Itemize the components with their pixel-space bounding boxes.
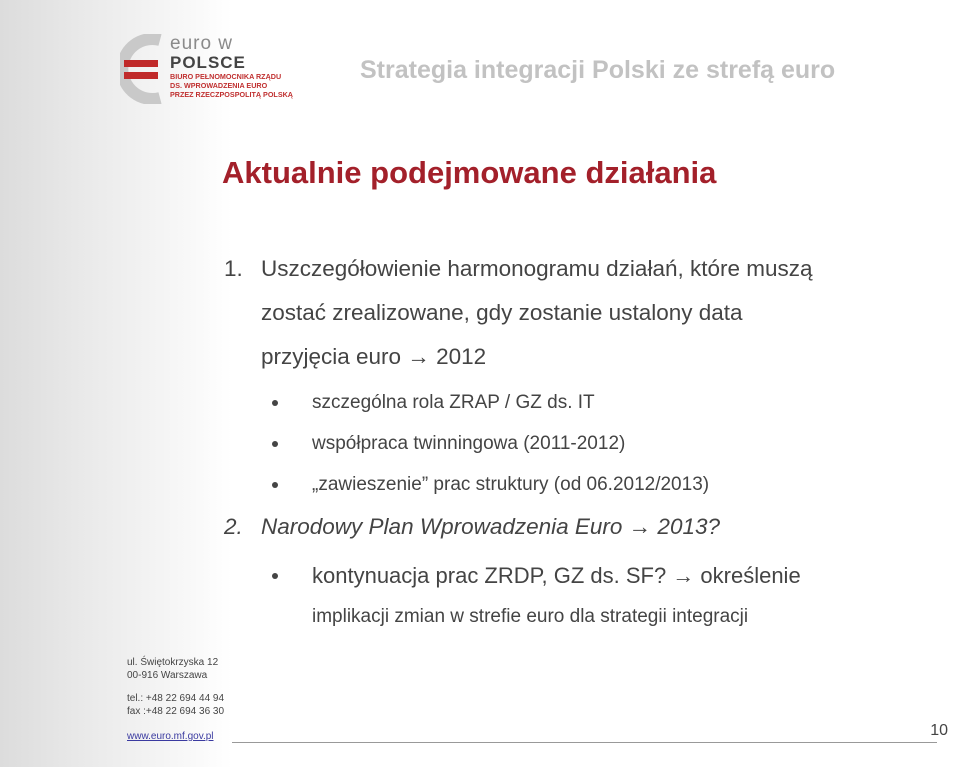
- logo-title-line2: POLSCE: [170, 53, 246, 72]
- item1-line3: przyjęcia euro → 2012: [261, 344, 487, 369]
- logo-subtitle-line3: PRZEZ RZECZPOSPOLITĄ POLSKĄ: [170, 90, 293, 99]
- bullet-icon: [272, 441, 278, 447]
- footer-website-wrap: [127, 730, 214, 743]
- logo-subtitle-line2: DS. WPROWADZENIA EURO: [170, 81, 268, 90]
- logo-title-line1: euro w: [170, 33, 234, 54]
- presentation-title: Strategia integracji Polski ze strefą euro: [360, 56, 836, 84]
- footer-fax: fax :+48 22 694 36 30: [127, 706, 225, 717]
- sub-item-2: współpraca twinningowa (2011-2012): [312, 433, 626, 454]
- item2-text: Narodowy Plan Wprowadzenia Euro → 2013?: [261, 514, 720, 539]
- footer-divider: [232, 742, 937, 743]
- item2-number: 2.: [224, 514, 243, 539]
- footer-tel: tel.: +48 22 694 44 94: [127, 693, 225, 704]
- item1-line1: Uszczegółowienie harmonogramu działań, które muszą: [261, 256, 813, 281]
- bullet-icon: [272, 573, 278, 579]
- item2-sub-line2: implikacji zmian w strefie euro dla strategii integracji: [312, 606, 749, 627]
- slide-title: Aktualnie podejmowane działania: [222, 155, 717, 190]
- item1-number: 1.: [224, 256, 243, 281]
- bullet-icon: [272, 400, 278, 406]
- footer-website-link[interactable]: www.euro.mf.gov.pl: [127, 731, 214, 742]
- footer-street: ul. Świętokrzyska 12: [127, 657, 219, 668]
- page-number: 10: [930, 722, 948, 739]
- footer-city: 00-916 Warszawa: [127, 670, 208, 681]
- sub-item-1: szczególna rola ZRAP / GZ ds. IT: [312, 392, 595, 413]
- sub-item-3: „zawieszenie” prac struktury (od 06.2012/2013): [312, 474, 710, 495]
- item2-sub-line1: kontynuacja prac ZRDP, GZ ds. SF? → określenie: [312, 563, 801, 588]
- footer-address: [127, 656, 218, 682]
- item1-line2: zostać zrealizowane, gdy zostanie ustalony data: [261, 300, 743, 325]
- logo-subtitle-line1: BIURO PEŁNOMOCNIKA RZĄDU: [170, 72, 282, 81]
- footer-contact: [127, 692, 224, 718]
- bullet-icon: [272, 482, 278, 488]
